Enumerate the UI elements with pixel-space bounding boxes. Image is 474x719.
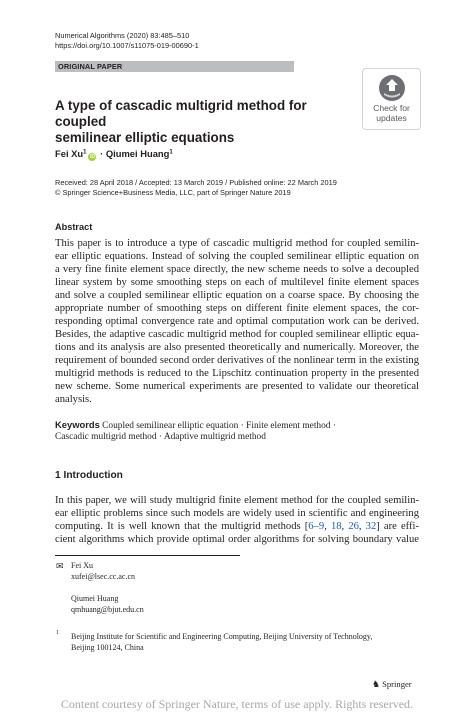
body-line: ear elliptic problems since such models are widely used in scientific and engineering: [55, 508, 419, 519]
citation-link[interactable]: 6–9: [308, 521, 325, 532]
journal-citation: Numerical Algorithms (2020) 83:485–510: [55, 31, 190, 40]
affiliation-text: Beijing Institute for Scientific and Engineering Computing, Beijing University of Technology,: [71, 632, 373, 641]
author-list: [55, 148, 173, 161]
affiliation-marker: 1: [83, 149, 87, 156]
keywords-text-continued: Cascadic multigrid method · Adaptive multigrid method: [55, 432, 266, 442]
affiliation-text: Beijing 100124, China: [71, 643, 144, 652]
contact-email[interactable]: qmhuang@bjut.edu.cn: [71, 605, 144, 614]
abstract-line: This paper is to introduce a type of cascadic multigrid method for coupled semilin-: [55, 238, 419, 249]
abstract-line: Besides, the adaptive cascadic multigrid method for coupled semilinear elliptic equa-: [55, 329, 419, 340]
abstract-line: new scheme. Some numerical experiments are presented to validate our theoretical: [55, 381, 419, 392]
author-separator: ·: [100, 148, 104, 159]
contact-email[interactable]: xufei@lsec.cc.ac.cn: [71, 572, 135, 581]
citation-link[interactable]: 26: [348, 521, 359, 532]
orcid-icon[interactable]: iD: [89, 153, 95, 160]
check-updates-label: Check for updates: [373, 103, 410, 123]
keywords-text: Coupled semilinear elliptic equation · Finite element method ·: [102, 421, 336, 431]
mail-icon: ✉: [56, 561, 64, 571]
paper-title: A type of cascadic multigrid method for coupled semilinear elliptic equations: [55, 98, 307, 145]
check-for-updates-badge[interactable]: [362, 68, 421, 130]
courtesy-banner: Content courtesy of Springer Nature, terms of use apply. Rights reserved.: [60, 697, 414, 711]
abstract-line: responding optimal convergence rate and optimal computation work can be derived.: [55, 316, 419, 327]
contact-name: Fei Xu: [71, 561, 93, 570]
abstract-line: ear elliptic equations. Instead of solving the coupled semilinear elliptic equation on: [55, 251, 419, 262]
abstract-line: appropriate number of smoothing steps on different finite element spaces, the cor-: [55, 303, 419, 314]
abstract-line: and solve a coupled semilinear elliptic equation on a coarse space. By choosing the: [55, 290, 419, 301]
author-name[interactable]: Qiumei Huang: [105, 148, 170, 159]
section-heading-introduction: 1 Introduction: [55, 470, 123, 481]
body-line: cient algorithms which provide optimal order algorithms for solving boundary value: [55, 534, 419, 545]
citation-link[interactable]: 32: [365, 521, 377, 532]
keywords-label: Keywords: [55, 419, 100, 430]
publication-dates: Received: 28 April 2018 / Accepted: 13 March 2019 / Published online: 22 March 2019: [55, 178, 337, 187]
doi-link[interactable]: https://doi.org/10.1007/s11075-019-00690-1: [55, 41, 199, 50]
affiliation-marker: 1: [169, 149, 173, 156]
abstract-line: analysis.: [55, 394, 92, 405]
citation-link[interactable]: 18: [330, 521, 342, 532]
author-name[interactable]: Fei Xu: [55, 148, 84, 159]
body-line-with-citations: computing. It is well known that the multigrid methods [6–9, 18, 26, 32] are effi-: [55, 521, 419, 532]
check-updates-icon: [378, 74, 406, 102]
abstract-heading: Abstract: [55, 222, 93, 232]
abstract-line: tions and its analysis are also presented theoretically and numerically. Moreover, the: [55, 342, 419, 353]
abstract-line: multigrid methods is reduced to the Lipschitz continuation property in the presented: [55, 368, 419, 379]
abstract-line: requirement of bounded second order derivatives of the nonlinear term in the existing: [55, 355, 419, 366]
body-line: In this paper, we will study multigrid finite element method for the coupled semilin-: [55, 495, 419, 506]
footnote-divider: [55, 555, 240, 556]
publisher-logo: ♞ Springer: [372, 679, 412, 689]
springer-horse-icon: ♞: [372, 679, 381, 689]
abstract-line: a very fine finite element space directly, the new scheme needs to solve a decoupled: [55, 264, 419, 275]
section-label-bar: [55, 61, 294, 72]
copyright-notice: © Springer Science+Business Media, LLC, part of Springer Nature 2019: [55, 188, 291, 197]
contact-name: Qiumei Huang: [71, 594, 119, 603]
abstract-line: linear system by some smoothing steps on each of multilevel finite element spaces: [55, 277, 419, 288]
section-label: ORIGINAL PAPER: [58, 62, 123, 71]
affiliation-number: 1: [56, 630, 59, 636]
